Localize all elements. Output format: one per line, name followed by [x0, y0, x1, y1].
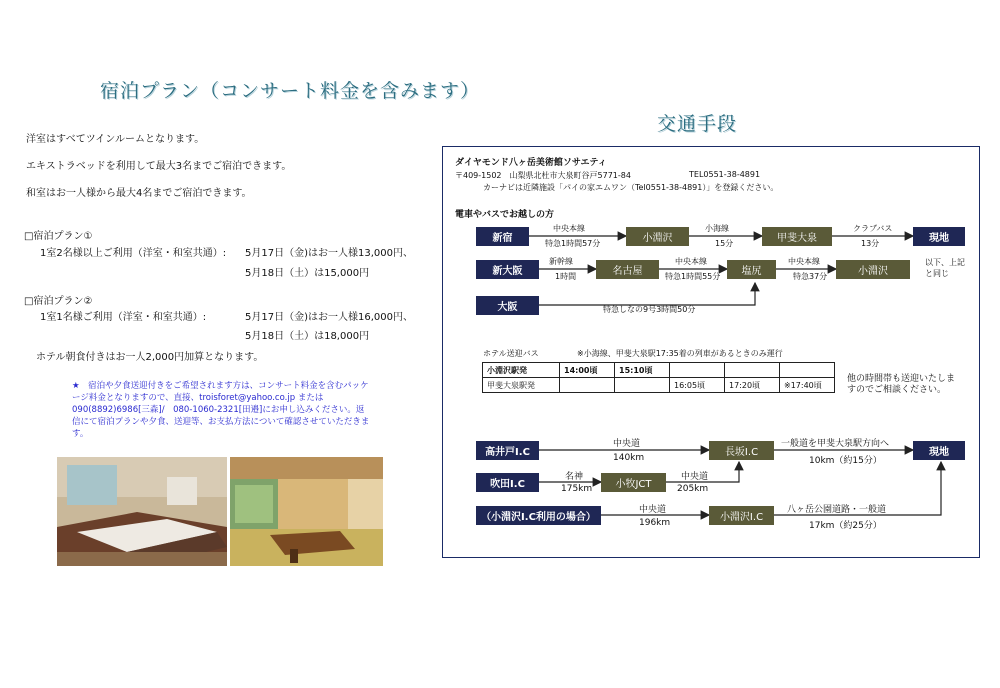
access-title: 交通手段 [657, 113, 738, 135]
destination-venue: 現地 [913, 227, 965, 246]
car-r2-dist: 175km [561, 484, 593, 494]
car-r3-road2: 八ヶ岳公園道路・一般道 [787, 505, 887, 515]
table-cell: 小淵沢駅発 [483, 363, 560, 378]
table-cell [615, 378, 670, 393]
station-osaka: 大阪 [476, 296, 539, 315]
train-r1-line1: 中央本線 [553, 224, 585, 233]
car-r1-dist: 140km [613, 453, 645, 463]
table-row [483, 378, 835, 393]
plan1-price-a: 5月17日（金)はお一人様13,000円、 [245, 248, 413, 259]
plan1-price-b: 5月18日（土）は15,000円 [245, 268, 370, 279]
bus-schedule-table [482, 362, 835, 393]
ic-nagasaka: 長坂I.C [709, 441, 774, 460]
stay-line-2: エキストラベッドを利用して最大3名までご宿泊できます。 [26, 161, 292, 172]
train-r1-time1: 特急1時間57分 [545, 239, 601, 248]
reservation-note: ★ 宿泊や夕食送迎付きをご希望されます方は、コンサート料金を含むパッケージ料金となりますので、直接、troisforet@yahoo.co.jp または 090(8892)6986[三森]/ 080-1060-2321[田邉]にお申し込みください。返信にて宿泊プランや夕食、送迎等、お支払方法について確認させていただきます。 [72, 381, 370, 439]
table-cell [670, 363, 725, 378]
access-panel [442, 146, 980, 558]
car-r3-road: 中央道 [639, 505, 667, 515]
bus-side-note: 他の時間帯も送迎いたしますのでご相談ください。 [847, 374, 956, 395]
car-r2-road2: 中央道 [681, 472, 709, 482]
station-kobuchizawa-2: 小淵沢 [836, 260, 910, 279]
table-cell [780, 363, 835, 378]
stay-plan-title: 宿泊プラン（コンサート料金を含みます） [100, 80, 481, 102]
ic-kobuchizawa: 小淵沢I.C [709, 506, 774, 525]
station-kobuchizawa: 小淵沢 [626, 227, 689, 246]
venue-tel: TEL0551-38-4891 [689, 170, 761, 179]
train-r2-line1: 新幹線 [549, 257, 573, 266]
car-r2-road: 名神 [565, 472, 584, 482]
plan1-heading: □宿泊プラン① [24, 231, 93, 242]
train-r2-time1: 1時間 [555, 272, 577, 281]
stay-line-1: 洋室はすべてツインルームとなります。 [26, 134, 205, 145]
table-cell [560, 378, 615, 393]
table-cell: 14:00頃 [560, 363, 615, 378]
car-r1-road: 中央道 [613, 439, 641, 449]
train-heading: 電車やバスでお越しの方 [455, 210, 555, 220]
train-r3-line: 特急しなの9号3時間50分 [603, 305, 696, 314]
station-kai-oizumi: 甲斐大泉 [762, 227, 832, 246]
table-cell: 15:10頃 [615, 363, 670, 378]
plan2-condition: 1室1名様ご利用（洋室・和室共通）: [40, 312, 207, 323]
train-r1-line3: クラブバス [853, 224, 893, 233]
train-r2-note: 以下、上記と同じ [925, 258, 965, 278]
table-cell: 17:20頃 [725, 378, 780, 393]
twin-room-photo [57, 457, 227, 566]
breakfast-note: ホテル朝食付きはお一人2,000円加算となります。 [36, 352, 264, 363]
ic-suita: 吹田I.C [476, 473, 539, 492]
stay-line-3: 和室はお一人様から最大4名までご宿泊できます。 [26, 188, 252, 199]
train-r2-line3: 中央本線 [788, 257, 820, 266]
ic-takaido: 高井戸I.C [476, 441, 539, 460]
train-r2-time2: 特急1時間55分 [665, 272, 721, 281]
plan2-price-a: 5月17日（金)はお一人様16,000円、 [245, 312, 413, 323]
station-nagoya: 名古屋 [596, 260, 659, 279]
car-r3-dist2: 17km（約25分） [809, 521, 882, 531]
car-r1-dist2: 10km（約15分） [809, 456, 882, 466]
plan2-heading: □宿泊プラン② [24, 296, 93, 307]
plan1-condition: 1室2名様以上ご利用（洋室・和室共通）: [40, 248, 227, 259]
train-r1-time2: 15分 [715, 239, 734, 248]
table-cell: 甲斐大泉駅発 [483, 378, 560, 393]
plan2-price-b: 5月18日（土）は18,000円 [245, 331, 370, 342]
carnavi-note: カーナビは近隣施設「パイの家エムワン（Tel0551-38-4891）」を登録ください。 [483, 183, 779, 192]
train-r1-line2: 小海線 [705, 224, 729, 233]
venue-address: 〒409-1502 山梨県北杜市大泉町谷戸5771-84 [455, 171, 631, 180]
venue-name: ダイヤモンド八ヶ岳美術館ソサエティ [455, 158, 607, 168]
table-row [483, 363, 835, 378]
train-r2-line2: 中央本線 [675, 257, 707, 266]
destination-venue-car: 現地 [913, 441, 965, 460]
station-shin-osaka: 新大阪 [476, 260, 539, 279]
table-cell: 16:05頃 [670, 378, 725, 393]
train-r2-time3: 特急37分 [793, 272, 828, 281]
table-cell: ※17:40頃 [780, 378, 835, 393]
bus-title: ホテル送迎バス [483, 349, 539, 358]
japanese-room-photo [230, 457, 383, 566]
jct-komaki: 小牧JCT [601, 473, 666, 492]
car-r3-dist: 196km [639, 518, 671, 528]
station-shiojiri: 塩尻 [727, 260, 776, 279]
kobuchizawa-ic-case: （小淵沢I.C利用の場合） [476, 506, 601, 525]
table-cell [725, 363, 780, 378]
car-r2-dist2: 205km [677, 484, 709, 494]
car-r1-road2: 一般道を甲斐大泉駅方向へ [781, 439, 890, 449]
station-shinjuku: 新宿 [476, 227, 529, 246]
bus-note: ※小海線、甲斐大泉駅17:35着の列車があるときのみ運行 [577, 349, 783, 358]
train-r1-time3: 13分 [861, 239, 880, 248]
